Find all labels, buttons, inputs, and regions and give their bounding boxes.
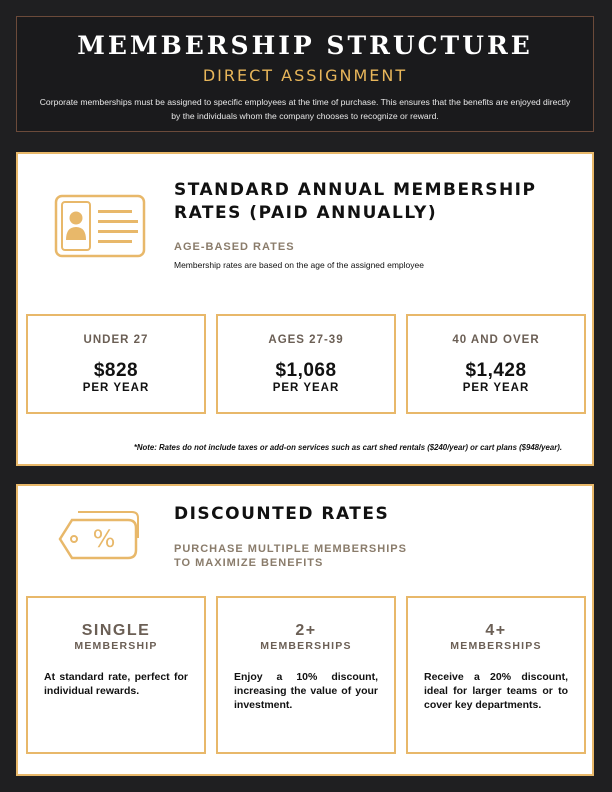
tier-box-2-plus: [216, 596, 396, 754]
rate-box-under-27: [26, 314, 206, 414]
rate-period: PER YEAR: [82, 382, 150, 394]
rate-period: PER YEAR: [462, 382, 530, 394]
rate-label: 40 AND OVER: [452, 334, 540, 346]
svg-text:%: %: [92, 525, 116, 553]
standard-title: [174, 179, 536, 225]
page-title: MEMBERSHIP STRUCTURE: [77, 31, 533, 60]
tier-heading: SINGLE: [81, 622, 151, 639]
tier-subheading: MEMBERSHIPS: [450, 640, 542, 652]
standard-rates-panel: [16, 152, 594, 466]
tier-description: Enjoy a 10% discount, increasing the value of your investment.: [234, 671, 378, 711]
discounted-subtitle-line2: TO MAXIMIZE BENEFITS: [174, 557, 324, 569]
header-description: Corporate memberships must be assigned to specific employees at the time of purchase. This ensures that the benefits are enjoyed directly by the individuals whom the company chooses to recognize or reward.: [39, 97, 571, 121]
standard-note: Membership rates are based on the age of the assigned employee: [174, 260, 424, 270]
page-subtitle: DIRECT ASSIGNMENT: [202, 66, 408, 85]
discounted-subtitle-line1: PURCHASE MULTIPLE MEMBERSHIPS: [174, 543, 407, 555]
rate-box-40-and-over: [406, 314, 586, 414]
tier-heading: 4+: [485, 622, 507, 639]
header-banner: [16, 16, 594, 132]
standard-title-line1: STANDARD ANNUAL MEMBERSHIP: [174, 180, 537, 200]
id-card-icon: [54, 194, 146, 258]
tier-subheading: MEMBERSHIPS: [260, 640, 352, 652]
standard-title-line2: RATES (PAID ANNUALLY): [174, 203, 438, 223]
tier-description: Receive a 20% discount, ideal for larger teams or to cover key departments.: [424, 671, 568, 711]
rate-price: $828: [93, 360, 139, 381]
tier-box-4-plus: [406, 596, 586, 754]
rate-box-ages-27-39: [216, 314, 396, 414]
rate-label: AGES 27-39: [268, 334, 344, 346]
tier-heading: 2+: [295, 622, 317, 639]
tier-box-single: [26, 596, 206, 754]
tier-description: At standard rate, perfect for individual rewards.: [44, 671, 188, 697]
percent-tag-icon: [58, 508, 140, 564]
tier-subheading: MEMBERSHIP: [74, 640, 158, 652]
discounted-title: DISCOUNTED RATES: [174, 504, 390, 524]
rate-price: $1,428: [465, 360, 527, 381]
rate-period: PER YEAR: [272, 382, 340, 394]
rates-footnote: *Note: Rates do not include taxes or add-on services such as cart shed rentals ($240/year) or cart plans ($948/year).: [133, 443, 562, 452]
standard-subtitle: AGE-BASED RATES: [174, 241, 295, 253]
discounted-rates-panel: [16, 484, 594, 776]
rate-price: $1,068: [275, 360, 337, 381]
discounted-subtitle: [174, 542, 407, 570]
rate-label: UNDER 27: [83, 334, 149, 346]
